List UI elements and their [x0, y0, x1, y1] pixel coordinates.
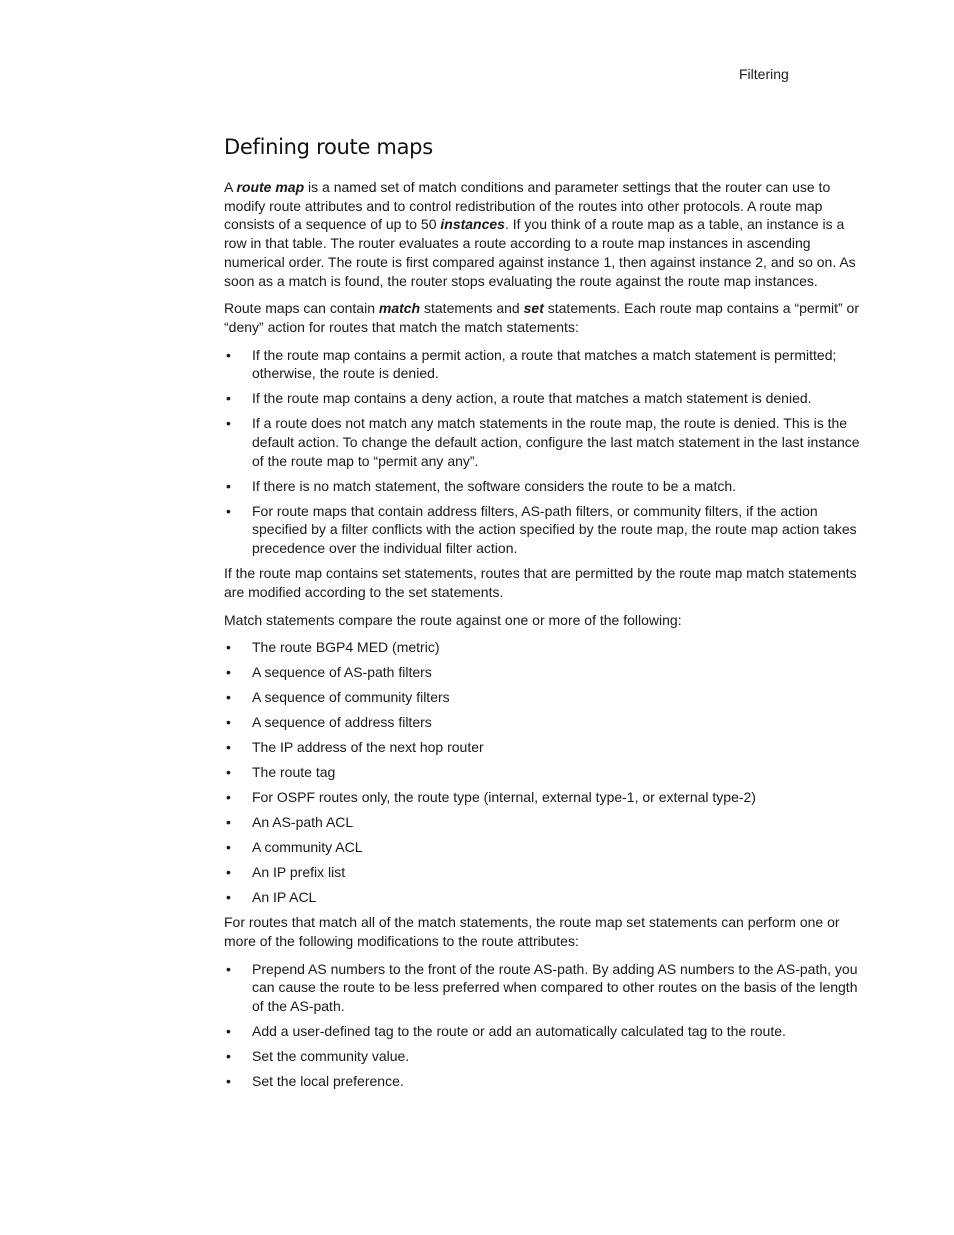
- document-body: [224, 132, 870, 1097]
- list-item: • For route maps that contain address filters, AS-path filters, or community filters, if the action specified by a filter conflicts with the action specified by the route map, the route map action takes precedence over the individual filter action.: [226, 502, 857, 557]
- match-intro-paragraph: Match statements compare the route against one or more of the following:: [224, 611, 682, 628]
- section-title: Defining route maps: [224, 135, 433, 159]
- list-item: • If the route map contains a deny action, a route that matches a match statement is denied.: [226, 390, 812, 407]
- bullet-icon: •: [226, 839, 231, 856]
- list-item: • If a route does not match any match statements in the route map, the route is denied. This is the default action. To change the default action, configure the last match statement in the last instance of the route map to “permit any any”.: [226, 415, 860, 469]
- bullet-icon: •: [226, 1023, 231, 1040]
- bullet-icon: •: [226, 477, 231, 494]
- bullet-icon: •: [226, 739, 231, 756]
- list-item: • Add a user-defined tag to the route or add an automatically calculated tag to the route.: [226, 1023, 786, 1040]
- bullet-icon: •: [226, 864, 231, 881]
- match-list: [224, 638, 870, 907]
- list-item: • A sequence of address filters: [226, 714, 432, 731]
- list-item: • An AS-path ACL: [226, 814, 354, 831]
- bullet-icon: •: [226, 960, 231, 977]
- term-route-map: route map: [236, 179, 305, 195]
- bullet-icon: •: [226, 415, 231, 432]
- bullet-icon: •: [226, 689, 231, 706]
- bullet-icon: •: [226, 764, 231, 781]
- bullet-icon: •: [226, 346, 231, 363]
- list-item: • The route tag: [226, 764, 336, 781]
- list-item: • If the route map contains a permit action, a route that matches a match statement is permitted; otherwise, the route is denied.: [226, 346, 837, 382]
- statements-paragraph: Route maps can contain match statements and set statements. Each route map contains a “permit” or “deny” action for routes that match the match statements:: [224, 300, 859, 335]
- list-item: • The route BGP4 MED (metric): [226, 639, 440, 656]
- bullet-icon: •: [226, 664, 231, 681]
- list-item: • The IP address of the next hop router: [226, 739, 484, 756]
- list-item: • Set the community value.: [226, 1048, 410, 1065]
- intro-paragraph: A route map is a named set of match conditions and parameter settings that the router can use to modify route attributes and to control redistribution of the routes into other protocols. A route map consists of a sequence of up to 50 instances. If you think of a route map as a table, an instance is a row in that table. The router evaluates a route according to a route map instances in ascending numerical order. The route is first compared against instance 1, then against instance 2, and so on. As soon as a match is found, the router stops evaluating the route against the route map instances.: [224, 179, 856, 289]
- list-item: • An IP ACL: [226, 889, 317, 906]
- list-item: • A community ACL: [226, 839, 363, 856]
- running-header: Filtering: [739, 66, 789, 82]
- bullet-icon: •: [226, 639, 231, 656]
- list-item: • Prepend AS numbers to the front of the route AS-path. By adding AS numbers to the AS-path, you can cause the route to be less preferred when compared to other routes on the basis of the length of the AS-path.: [226, 960, 858, 1015]
- bullet-icon: •: [226, 1073, 231, 1090]
- list-item: • A sequence of AS-path filters: [226, 664, 432, 681]
- list-item: • If there is no match statement, the software considers the route to be a match.: [226, 477, 737, 494]
- term-instances: instances: [440, 216, 505, 233]
- bullet-icon: •: [226, 502, 231, 519]
- bullet-icon: •: [226, 889, 231, 906]
- bullet-icon: •: [226, 789, 231, 806]
- list-item: • An IP prefix list: [226, 864, 346, 881]
- action-list: [224, 346, 870, 558]
- list-item: • A sequence of community filters: [226, 689, 450, 706]
- list-item: • Set the local preference.: [226, 1073, 404, 1090]
- modify-intro-paragraph: For routes that match all of the match statements, the route map set statements can perform one or more of the following modifications to the route attributes:: [224, 914, 840, 949]
- bullet-icon: •: [226, 814, 231, 831]
- modify-list: [224, 960, 870, 1091]
- bullet-icon: •: [226, 714, 231, 731]
- term-match: match: [378, 300, 421, 317]
- list-item: • For OSPF routes only, the route type (internal, external type-1, or external type-2): [226, 789, 756, 806]
- term-set: set: [523, 300, 544, 317]
- bullet-icon: •: [226, 1048, 231, 1065]
- set-statements-paragraph: If the route map contains set statements, routes that are permitted by the route map match statements are modified according to the set statements.: [224, 565, 857, 600]
- bullet-icon: •: [226, 390, 231, 407]
